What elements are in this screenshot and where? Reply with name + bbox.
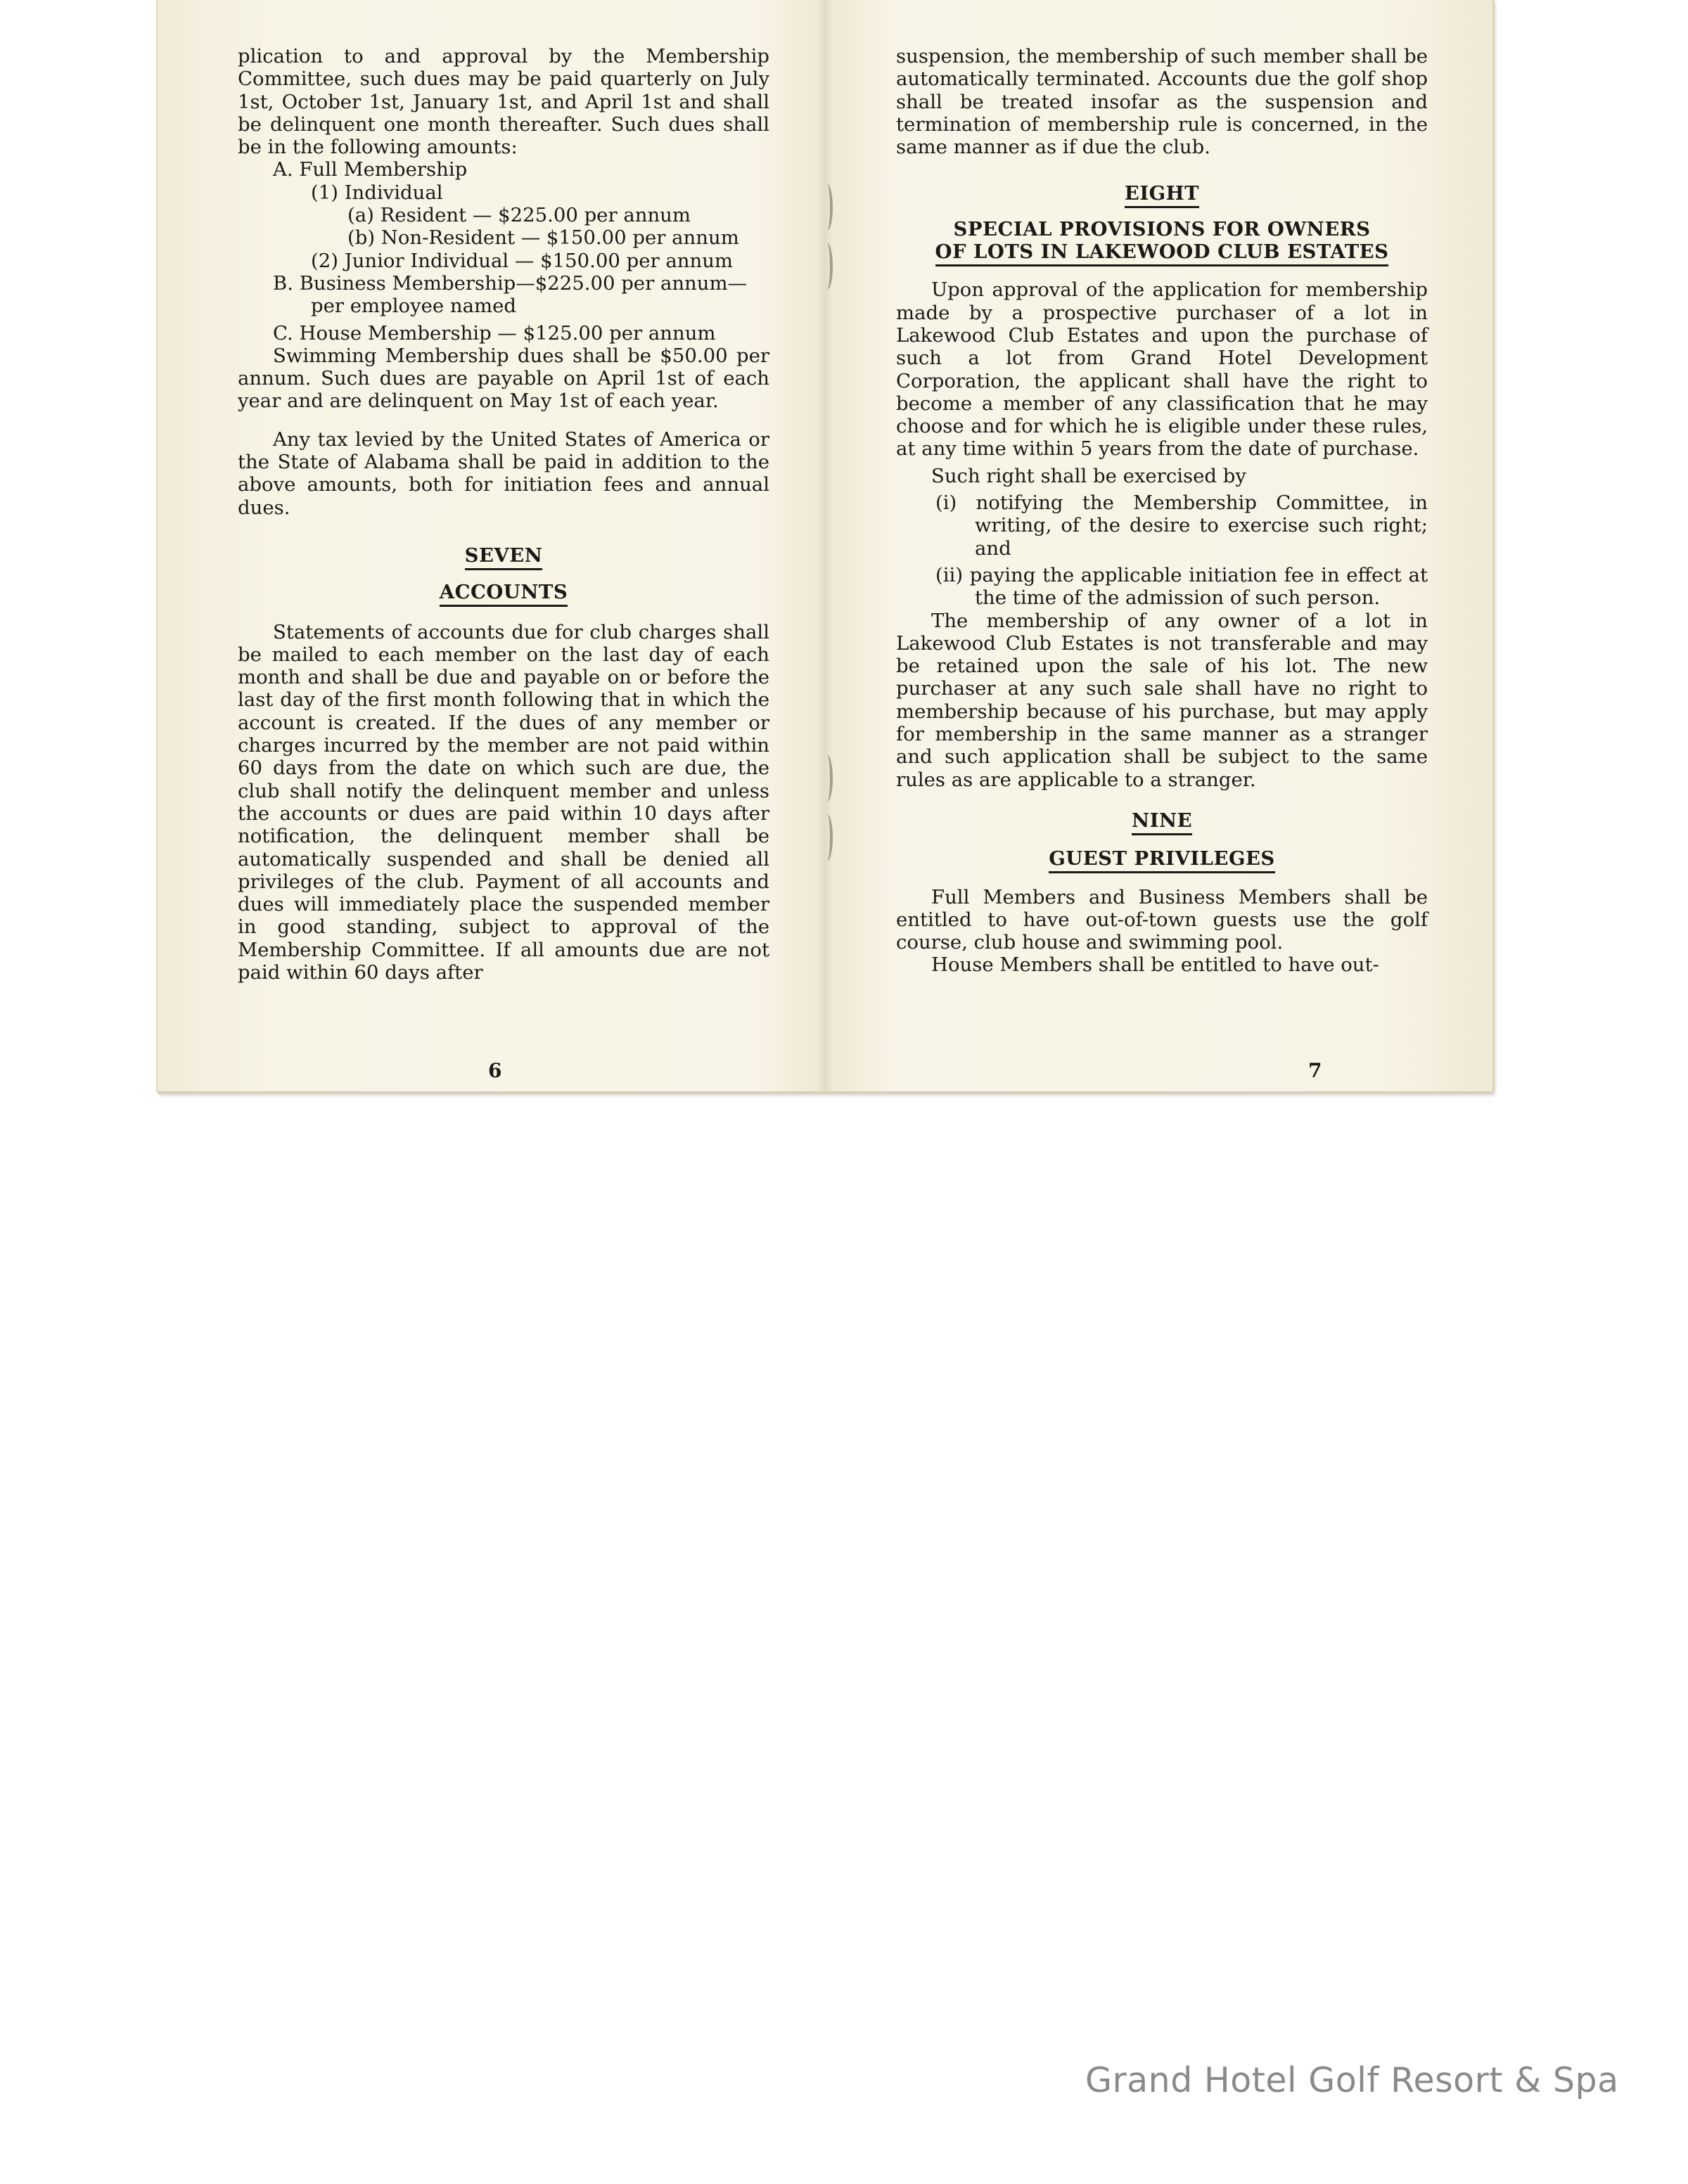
dues-item-business: B. Business Membership—$225.00 per annum— <box>273 271 748 295</box>
staple-top-2 <box>821 243 833 290</box>
exercise-item-ii: (ii) paying the applicable initiation fee in effect at the time of the admission of such person. <box>935 563 1428 610</box>
watermark-text: Grand Hotel Golf Resort & Spa <box>1085 2060 1619 2100</box>
section-eight-number-text: EIGHT <box>1125 182 1199 208</box>
dues-item-house: C. House Membership — $125.00 per annum <box>273 321 716 345</box>
exercise-item-i: (i) notifying the Membership Committee, in writing, of the desire to exercise such right; and <box>935 492 1428 560</box>
suspension-continuation-paragraph: suspension, the membership of such member shall be automatically terminated. Accounts due the golf shop shall be treated insofar as the suspension and termination of membership rule is concerned, in the same manner as if due the club. <box>896 45 1428 159</box>
dues-item-junior: (2) Junior Individual — $150.00 per annum <box>311 249 734 272</box>
tax-paragraph: Any tax levied by the United States of America or the State of Alabama shall be paid in addition to the above amounts, both for initiation fees and annual dues. <box>238 428 769 519</box>
dues-list <box>238 158 769 344</box>
staple-bottom-1 <box>821 755 833 802</box>
section-nine-title <box>896 847 1428 870</box>
section-seven-title <box>238 581 769 603</box>
staple-bottom-2 <box>821 814 833 861</box>
staple-top-1 <box>821 184 833 231</box>
right-page <box>896 45 1428 1082</box>
lot-owner-paragraph: Upon approval of the application for membership made by a prospective purchaser of a lot in Lakewood Club Estates and upon the purchase of such a lot from Grand Hotel Development Corporation, the applicant shall have the right to become a member of any classification that he may choose and for which he is eligible under these rules, at any time within 5 years from the date of purchase. <box>896 278 1428 461</box>
page-number-left: 6 <box>488 1059 502 1082</box>
dues-item-non-resident: (b) Non-Resident — $150.00 per annum <box>347 226 739 250</box>
dues-item-business-cont: per employee named <box>311 295 516 318</box>
section-nine-number-text: NINE <box>1132 809 1192 835</box>
left-page <box>238 45 769 1082</box>
section-eight-number <box>896 182 1428 205</box>
house-members-paragraph: House Members shall be entitled to have out- <box>931 953 1379 977</box>
section-seven-title-text: ACCOUNTS <box>440 581 568 607</box>
right-exercise-intro: Such right shall be exercised by <box>931 464 1246 487</box>
dues-item-individual: (1) Individual <box>311 181 443 204</box>
lot-transfer-paragraph: The membership of any owner of a lot in Lakewood Club Estates is not transferable and may be retained upon the sale of his lot. The new purchaser at any such sale shall have no right to membership because of his purchase, but may apply for membership in the same manner as a stranger and such application shall be subject to the same rules as are applicable to a stranger. <box>896 609 1428 791</box>
swimming-dues-paragraph: Swimming Membership dues shall be $50.00 per annum. Such dues are payable on April 1st of each year and are delinquent on May 1st of each year. <box>238 344 769 413</box>
dues-item-resident: (a) Resident — $225.00 per annum <box>347 204 691 227</box>
section-eight-title-line2 <box>896 240 1428 263</box>
page-number-right: 7 <box>1308 1059 1322 1082</box>
center-fold <box>817 0 833 1091</box>
section-eight-title-line1: SPECIAL PROVISIONS FOR OWNERS <box>953 217 1371 240</box>
section-nine-title-text: GUEST PRIVILEGES <box>1049 847 1275 873</box>
section-nine-number <box>896 809 1428 832</box>
accounts-paragraph: Statements of accounts due for club charges shall be mailed to each member on the last day of each month and shall be due and payable on or before the last day of the first month following that in which the account is created. If the dues of any member or charges incurred by the member are not paid within 60 days from the date on which such are due, the club shall notify the delinquent member and unless the accounts or dues are paid within 10 days after notification, the delinquent member shall be automatically suspended and shall be denied all privileges of the club. Payment of all accounts and dues will immediately place the suspended member in good standing, subject to approval of the Membership Committee. If all amounts due are not paid within 60 days after <box>238 620 769 984</box>
booklet-spread <box>156 0 1495 1094</box>
section-seven-number-text: SEVEN <box>465 544 543 570</box>
guest-privileges-paragraph: Full Members and Business Members shall be entitled to have out-of-town guests use the golf course, club house and swimming pool. <box>896 885 1428 954</box>
dues-item-full-membership: A. Full Membership <box>273 158 468 181</box>
dues-intro-paragraph: plication to and approval by the Membership Committee, such dues may be paid quarterly on July 1st, October 1st, January 1st, and April 1st and shall be delinquent one month thereafter. Such dues shall be in the following amounts: <box>238 45 769 159</box>
section-eight-title-line2-text: OF LOTS IN LAKEWOOD CLUB ESTATES <box>935 240 1389 266</box>
section-seven-number <box>238 544 769 567</box>
